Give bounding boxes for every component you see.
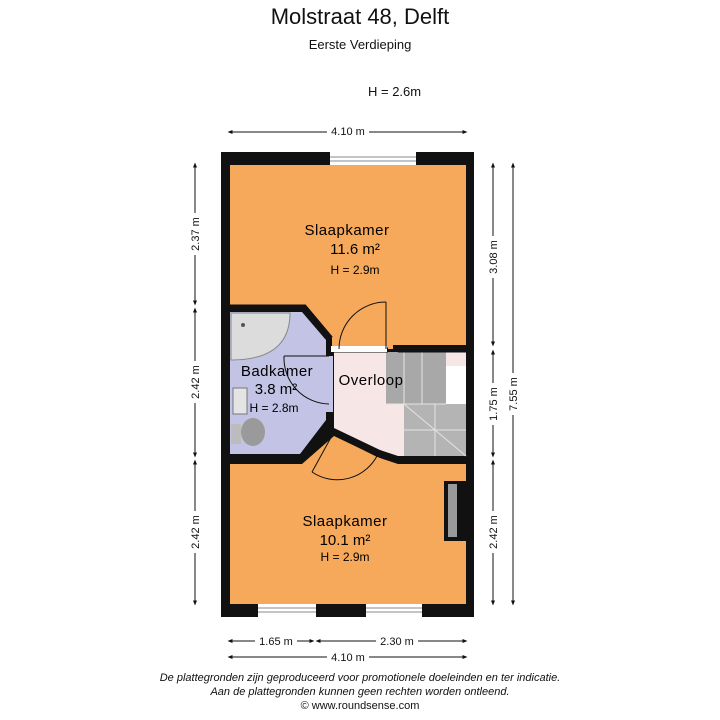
sink-fixture — [233, 388, 247, 414]
room-name-slaapkamer-bottom: Slaapkamer — [302, 513, 388, 530]
disclaimer-line-2: Aan de plattegronden kunnen geen rechten worden ontleend. — [210, 686, 510, 698]
dim-label-right-middle: 1.75 m — [488, 387, 500, 421]
room-height-badkamer: H = 2.8m — [249, 401, 299, 415]
room-height-slaapkamer-top: H = 2.9m — [330, 263, 380, 277]
room-height-slaapkamer-bottom: H = 2.9m — [320, 550, 370, 564]
dim-label-left-middle: 2.42 m — [190, 365, 202, 399]
window-top — [330, 152, 416, 165]
dim-label-left-top: 2.37 m — [190, 217, 202, 251]
disclaimer-line-1: De plattegronden zijn geproduceerd voor promotionele doeleinden en ter indicatie. — [159, 672, 561, 684]
room-area-slaapkamer-bottom: 10.1 m² — [319, 532, 371, 549]
dim-label-top: 4.10 m — [331, 126, 365, 138]
room-name-badkamer: Badkamer — [240, 363, 314, 380]
closet — [444, 481, 468, 541]
room-area-badkamer: 3.8 m² — [254, 381, 298, 398]
floor-name: Eerste Verdieping — [308, 37, 412, 52]
window-bottom-left — [258, 604, 316, 617]
dim-label-right-bottom: 2.42 m — [488, 515, 500, 549]
room-name-slaapkamer-top: Slaapkamer — [304, 222, 390, 239]
dim-label-bottom-total: 4.10 m — [331, 652, 365, 664]
floor-height: H = 2.6m — [368, 84, 422, 99]
dim-label-bottom-right: 2.30 m — [380, 636, 414, 648]
dim-label-right-total: 7.55 m — [508, 377, 520, 411]
copyright-link[interactable]: © www.roundsense.com — [300, 700, 420, 712]
dim-label-right-top: 3.08 m — [488, 240, 500, 274]
room-name-overloop: Overloop — [338, 372, 404, 389]
room-area-slaapkamer-top: 11.6 m² — [330, 241, 380, 258]
dim-label-bottom-left: 1.65 m — [259, 636, 293, 648]
dim-label-left-bottom: 2.42 m — [190, 515, 202, 549]
plan-title: Molstraat 48, Delft — [270, 4, 450, 29]
window-bottom-right — [366, 604, 422, 617]
